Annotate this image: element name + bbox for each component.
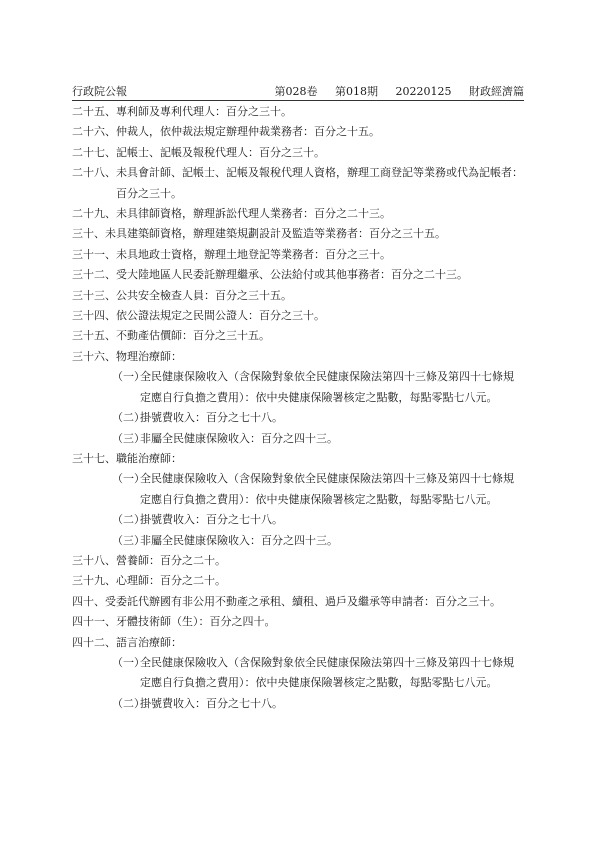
list-item: 三十四、依公證法規定之民間公證人：百分之三十。: [72, 309, 325, 323]
list-item: 四十一、牙體技術師（生）：百分之四十。: [72, 615, 276, 629]
list-item: 三十五、不動產估價師：百分之三十五。: [72, 329, 270, 343]
section-label: 財政經濟篇: [469, 85, 524, 98]
sub-item: （二） 掛號費收入：百分之七十八。: [112, 513, 283, 527]
sub-item: （二） 掛號費收入：百分之七十八。: [112, 696, 283, 710]
list-item: 四十二、語言治療師：: [72, 635, 182, 649]
list-item: 三十、未具建築師資格，辦理建築規劃設計及監造等業務者：百分之三十五。: [72, 227, 446, 241]
list-item: 三十八、營養師：百分之二十。: [72, 553, 226, 567]
list-item: 二十五、專利師及專利代理人：百分之三十。: [72, 105, 292, 118]
list-item: 三十七、職能治療師：: [72, 451, 182, 465]
document-body: [72, 102, 524, 714]
list-item: 三十二、受大陸地區人民委託辦理繼承、公法給付或其他事務者：百分之二十三。: [72, 268, 468, 282]
sub-item: （三） 非屬全民健康保險收入：百分之四十三。: [112, 533, 338, 547]
list-item: 三十九、心理師：百分之二十。: [72, 574, 226, 588]
list-item: 四十、受委託代辦國有非公用不動產之承租、續租、過戶及繼承等申請者：百分之三十。: [72, 594, 501, 608]
list-item: 二十八、 未具會計師、記帳士、記帳及報稅代理人資格，辦理工商登記等業務或代為記帳者：百分之三十。: [72, 166, 523, 200]
list-item: 三十三、公共安全檢查人員：百分之三十五。: [72, 288, 292, 302]
volume-label: 第028卷: [274, 85, 318, 98]
page-header: [72, 84, 524, 101]
sub-item: （三） 非屬全民健康保險收入：百分之四十三。: [112, 431, 338, 445]
sub-item: （一） 全民健康保險收入（含保險對象依全民健康保險法第四十三條及第四十七條規定應自行負擔之費用）：依中央健康保險署核定之點數，每點零點七八元。: [112, 472, 514, 506]
sub-item: （一） 全民健康保險收入（含保險對象依全民健康保險法第四十三條及第四十七條規定應自行負擔之費用）：依中央健康保險署核定之點數，每點零點七八元。: [112, 370, 514, 404]
issue-info: [261, 84, 525, 100]
list-item: 三十一、未具地政士資格，辦理土地登記等業務者：百分之三十。: [72, 247, 391, 261]
list-item: 二十七、記帳士、記帳及報稅代理人：百分之三十。: [72, 145, 325, 159]
sub-item: （一） 全民健康保險收入（含保險對象依全民健康保險法第四十三條及第四十七條規定應自行負擔之費用）：依中央健康保險署核定之點數，每點零點七八元。: [112, 655, 514, 690]
date-label: 20220125: [395, 85, 452, 98]
list-item: 三十六、物理治療師：: [72, 349, 182, 363]
issue-label: 第018期: [335, 85, 378, 98]
sub-item: （二） 掛號費收入：百分之七十八。: [112, 411, 283, 425]
publication-title: 行政院公報: [72, 85, 127, 98]
list-item: 二十六、仲裁人，依仲裁法規定辦理仲裁業務者：百分之十五。: [72, 125, 380, 139]
list-item: 二十九、未具律師資格，辦理訴訟代理人業務者：百分之二十三。: [72, 207, 391, 221]
